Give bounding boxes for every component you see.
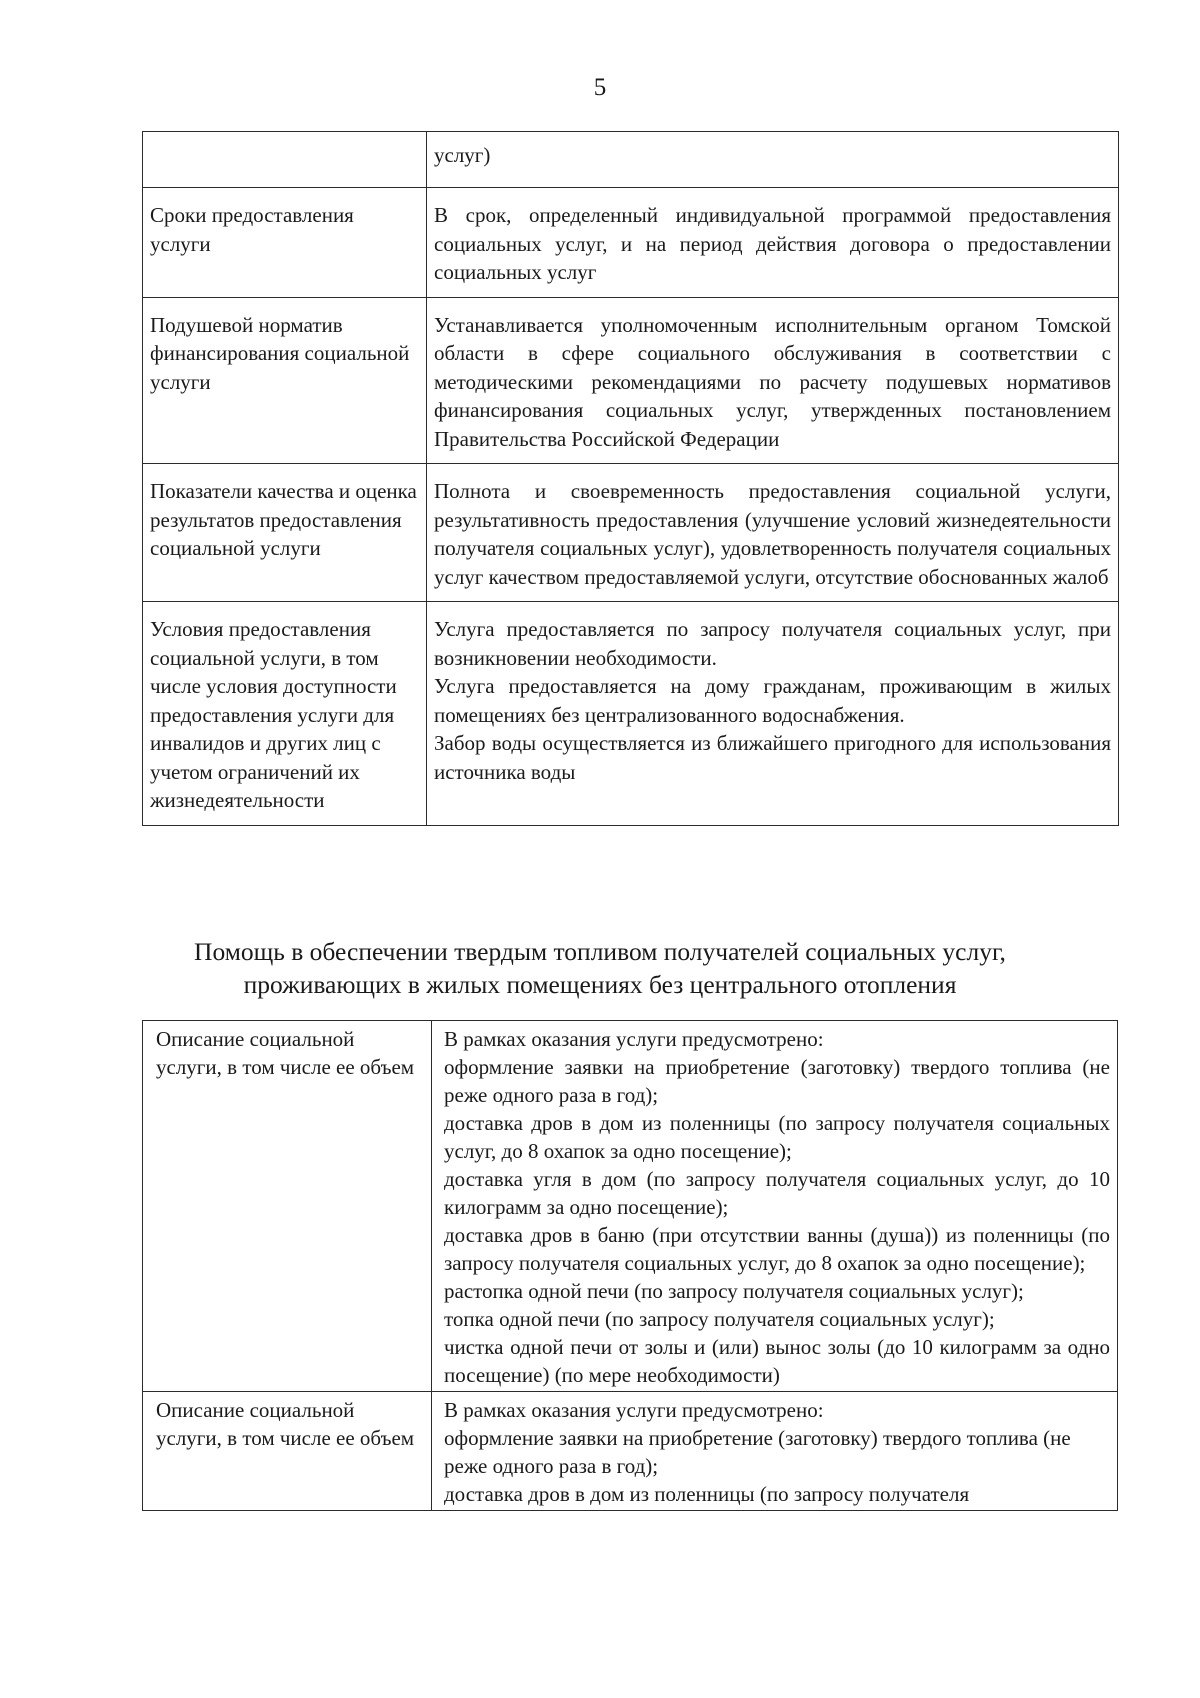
value-paragraph: Устанавливается уполномоченным исполнительным органом Томской области в сфере социального обслуживания в соответствии с методическими рекомендациями по расчету подушевых нормативов финансирования социальных услуг, утвержденных постановлением Правительства Российской Федерации <box>434 312 1111 451</box>
row-label: Описание социальной услуги, в том числе ее объем <box>143 1392 432 1511</box>
value-paragraph: В рамках оказания услуги предусмотрено: <box>444 1027 824 1051</box>
value-paragraph: оформление заявки на приобретение (заготовку) твердого топлива (не реже одного раза в год); <box>444 1055 1110 1107</box>
value-paragraph: доставка угля в дом (по запросу получателя социальных услуг, до 10 килограмм за одно посещение); <box>444 1167 1110 1219</box>
value-paragraph: В срок, определенный индивидуальной программой предоставления социальных услуг, и на период действия договора о предоставлении социальных услуг <box>434 203 1111 284</box>
row-label <box>143 132 427 188</box>
value-paragraph: чистка одной печи от золы и (или) вынос золы (до 10 килограмм за одно посещение) (по мере необходимости) <box>444 1335 1110 1387</box>
table-row <box>143 464 1119 602</box>
value-paragraph: Услуга предоставляется по запросу получателя социальных услуг, при возникновении необходимости. <box>434 617 1111 670</box>
value-paragraph: топка одной печи (по запросу получателя социальных услуг); <box>444 1307 995 1331</box>
value-paragraph: оформление заявки на приобретение (заготовку) твердого топлива (не реже одного раза в год); <box>444 1426 1071 1478</box>
row-label: Условия предоставления социальной услуги, в том числе условия доступности предоставления услуги для инвалидов и других лиц с учетом ограничений их жизнедеятельности <box>143 602 427 826</box>
row-value <box>427 464 1119 602</box>
table-row <box>143 602 1119 826</box>
section-heading-line: Помощь в обеспечении твердым топливом получателей социальных услуг, <box>194 937 1006 966</box>
row-label: Описание социальной услуги, в том числе ее объем <box>143 1021 432 1392</box>
row-label: Показатели качества и оценка результатов предоставления социальной услуги <box>143 464 427 602</box>
value-paragraph: доставка дров в дом из поленницы (по запросу получателя социальных услуг, до 8 охапок за одно посещение); <box>444 1111 1110 1163</box>
row-value <box>427 297 1119 464</box>
row-label: Подушевой норматив финансирования социальной услуги <box>143 297 427 464</box>
service-terms-table <box>142 131 1119 826</box>
value-paragraph: растопка одной печи (по запросу получателя социальных услуг); <box>444 1279 1024 1303</box>
section-heading <box>0 935 1200 1001</box>
page-number: 5 <box>593 74 607 101</box>
row-value <box>432 1392 1118 1511</box>
row-value <box>427 188 1119 298</box>
section-heading-line: проживающих в жилых помещениях без центрального отопления <box>243 970 957 999</box>
value-paragraph: услуг) <box>434 143 491 167</box>
table-row <box>143 1392 1118 1511</box>
value-paragraph: Полнота и своевременность предоставления социальной услуги, результативность предоставления (улучшение условий жизнедеятельности получателя социальных услуг), удовлетворенность получателя социальных услуг качеством предоставляемой услуги, отсутствие обоснованных жалоб <box>434 479 1111 589</box>
table-row <box>143 132 1119 188</box>
row-value <box>432 1021 1118 1392</box>
value-paragraph: доставка дров в дом из поленницы (по запросу получателя <box>444 1482 970 1506</box>
row-value <box>427 602 1119 826</box>
value-paragraph: В рамках оказания услуги предусмотрено: <box>444 1398 824 1422</box>
value-paragraph: Услуга предоставляется на дому гражданам, проживающим в жилых помещениях без централизованного водоснабжения. <box>434 674 1111 727</box>
value-paragraph: Забор воды осуществляется из ближайшего пригодного для использования источника воды <box>434 731 1111 784</box>
row-label: Сроки предоставления услуги <box>143 188 427 298</box>
table-row <box>143 1021 1118 1392</box>
table-row <box>143 188 1119 298</box>
value-paragraph: доставка дров в баню (при отсутствии ванны (душа)) из поленницы (по запросу получателя социальных услуг, до 8 охапок за одно посещение); <box>444 1223 1110 1275</box>
table-row <box>143 297 1119 464</box>
row-value <box>427 132 1119 188</box>
fuel-service-table <box>142 1020 1118 1511</box>
